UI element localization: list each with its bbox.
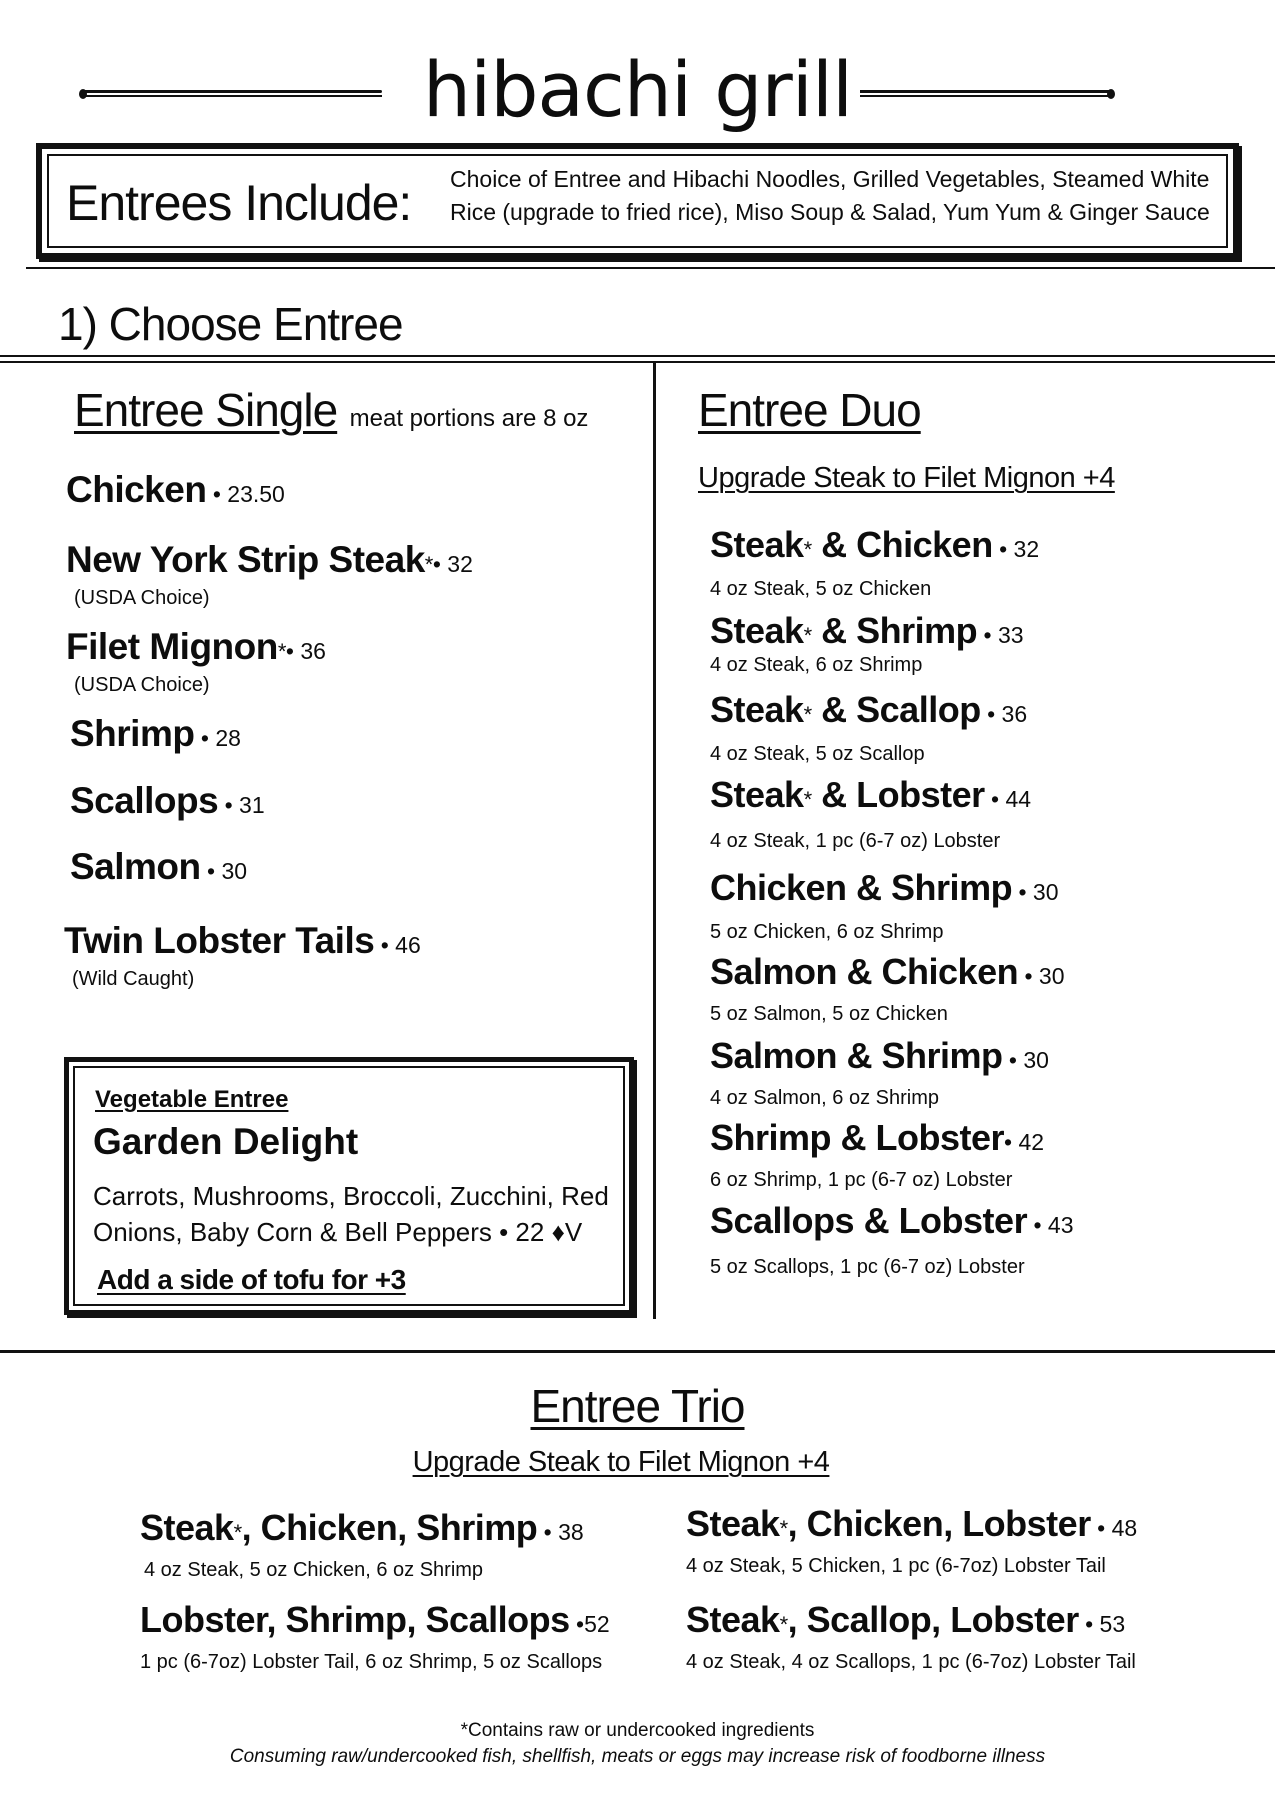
- item-name: Shrimp: [70, 713, 195, 754]
- item-title: [710, 773, 1031, 822]
- vegetable-entree-label: Vegetable Entree: [95, 1086, 289, 1113]
- item-name: Steak: [140, 1507, 234, 1548]
- item-title: [66, 538, 473, 587]
- item-detail: 1 pc (6-7oz) Lobster Tail, 6 oz Shrimp, 5 oz Scallops: [140, 1651, 603, 1673]
- item-name: , Chicken, Lobster: [787, 1503, 1091, 1544]
- item-title: [686, 1598, 1136, 1647]
- item-name: Steak: [686, 1599, 780, 1640]
- entree-duo-item: [710, 866, 1059, 945]
- item-price: 48: [1111, 1515, 1138, 1541]
- item-title: [70, 779, 265, 828]
- entree-single-item: [70, 779, 265, 828]
- price-separator: •: [980, 701, 1002, 727]
- item-price: 46: [395, 932, 421, 958]
- entree-trio-upgrade-block: [0, 1444, 1242, 1480]
- entree-single-item: [70, 712, 241, 761]
- item-price: 36: [1001, 701, 1028, 727]
- item-name: & Chicken: [811, 524, 993, 565]
- item-price: 52: [584, 1611, 610, 1637]
- item-name: Filet Mignon: [66, 626, 278, 667]
- entree-duo-item: [710, 773, 1031, 854]
- asterisk-mark: *: [803, 787, 812, 812]
- entree-single-note: meat portions are 8 oz: [349, 405, 589, 432]
- item-detail: 5 oz Scallops, 1 pc (6-7 oz) Lobster: [710, 1256, 1025, 1278]
- item-name: Salmon: [70, 846, 201, 887]
- item-detail: 4 oz Steak, 6 oz Shrimp: [710, 654, 923, 676]
- item-title: [686, 1502, 1137, 1551]
- foodborne-illness-warning: Consuming raw/undercooked fish, shellfish, meats or eggs may increase risk of foodborne illness: [229, 1746, 1046, 1767]
- price-separator: •: [1027, 1212, 1048, 1238]
- price-separator: •: [537, 1519, 559, 1545]
- item-price: 23.50: [227, 481, 285, 507]
- item-title: [710, 688, 1027, 737]
- divider: [0, 1350, 1275, 1353]
- vegetable-entree-description: Carrots, Mushrooms, Broccoli, Zucchini, Red Onions, Baby Corn & Bell Peppers • 22 ♦V: [93, 1181, 609, 1247]
- item-title: [710, 866, 1059, 915]
- entrees-include-box: [36, 143, 1239, 259]
- price-separator: •: [569, 1611, 585, 1637]
- entree-duo-item: [710, 523, 1039, 602]
- vegetable-entree-box: [64, 1057, 634, 1315]
- item-detail: (Wild Caught): [72, 968, 195, 990]
- divider: [0, 355, 1275, 357]
- asterisk-mark: *: [233, 1520, 242, 1545]
- entree-duo-item: [710, 1199, 1074, 1280]
- price-separator: •: [1002, 1047, 1024, 1073]
- entree-duo-item: [710, 1116, 1044, 1193]
- step-heading: 1) Choose Entree: [58, 298, 403, 350]
- price-separator: •: [200, 858, 222, 884]
- item-name: Twin Lobster Tails: [64, 920, 375, 961]
- entree-single-item: [66, 468, 285, 517]
- item-name: & Lobster: [854, 1200, 1028, 1241]
- item-detail: (USDA Choice): [74, 674, 210, 696]
- price-separator: •: [1018, 963, 1039, 989]
- item-name: Steak: [710, 774, 804, 815]
- entree-single-title: Entree Single: [74, 384, 338, 436]
- item-price: 44: [1005, 786, 1032, 812]
- item-detail: 4 oz Steak, 5 oz Chicken: [710, 578, 932, 600]
- price-separator: •: [1004, 1129, 1019, 1155]
- asterisk-mark: *: [424, 552, 433, 577]
- item-name: Steak: [686, 1503, 780, 1544]
- item-detail: 4 oz Salmon, 6 oz Shrimp: [710, 1087, 939, 1109]
- item-price: 30: [221, 858, 248, 884]
- entree-trio-upgrade-note: Upgrade Steak to Filet Mignon +4: [412, 1446, 830, 1478]
- item-price: 36: [300, 638, 326, 664]
- item-title: [64, 919, 421, 968]
- price-separator: •: [1090, 1515, 1112, 1541]
- entree-single-item: [70, 845, 247, 894]
- item-name: & Scallop: [811, 689, 981, 730]
- price-separator: •: [218, 792, 240, 818]
- asterisk-mark: *: [803, 537, 812, 562]
- item-price: 38: [558, 1519, 584, 1545]
- item-title: [710, 1199, 1074, 1248]
- price-separator: •: [374, 932, 396, 958]
- item-price: 32: [447, 551, 473, 577]
- item-title: [70, 712, 241, 761]
- item-name: , Scallop, Lobster: [787, 1599, 1079, 1640]
- item-detail: 4 oz Steak, 1 pc (6-7 oz) Lobster: [710, 830, 1001, 852]
- item-price: 32: [1013, 536, 1040, 562]
- item-price: 30: [1023, 1047, 1049, 1073]
- tofu-addon: Add a side of tofu for +3: [97, 1264, 406, 1295]
- item-title: [710, 1034, 1049, 1083]
- entree-single-item: [66, 538, 473, 611]
- menu-title: hibachi grill: [415, 40, 860, 140]
- entree-duo-item: [710, 609, 1024, 678]
- item-name: & Shrimp: [837, 1035, 1003, 1076]
- item-detail: 5 oz Chicken, 6 oz Shrimp: [710, 921, 944, 943]
- entree-trio-item: [140, 1506, 584, 1583]
- entree-single-item: [64, 919, 421, 992]
- item-name: & Lobster: [831, 1117, 1005, 1158]
- item-name: Salmon: [710, 1035, 838, 1076]
- item-title: [710, 950, 1065, 999]
- price-separator: •: [984, 786, 1006, 812]
- entree-duo-title: Entree Duo: [698, 384, 921, 436]
- item-price: 33: [998, 622, 1024, 648]
- column-divider: [653, 363, 656, 1319]
- item-name: Shrimp: [710, 1117, 832, 1158]
- item-price: 30: [1038, 963, 1065, 989]
- item-name: Scallops: [710, 1200, 855, 1241]
- item-name: Chicken: [710, 867, 847, 908]
- item-title: [70, 845, 247, 894]
- item-name: New York Strip Steak: [66, 539, 425, 580]
- entree-trio-item: [140, 1598, 610, 1675]
- item-name: Salmon: [710, 951, 838, 992]
- item-title: [140, 1506, 584, 1555]
- item-name: , Chicken, Shrimp: [241, 1507, 538, 1548]
- entree-trio-title: Entree Trio: [530, 1380, 745, 1432]
- item-title: [66, 468, 285, 517]
- menu-title-block: [0, 40, 1275, 140]
- item-detail: 5 oz Salmon, 5 oz Chicken: [710, 1003, 948, 1025]
- entree-trio-heading: [0, 1378, 1275, 1434]
- item-detail: (USDA Choice): [74, 587, 210, 609]
- item-detail: 4 oz Steak, 4 oz Scallops, 1 pc (6-7oz) Lobster Tail: [686, 1651, 1136, 1673]
- item-name: Chicken: [66, 469, 207, 510]
- item-price: 31: [239, 792, 265, 818]
- vegetable-entree-name: Garden Delight: [93, 1121, 359, 1162]
- asterisk-mark: *: [779, 1612, 788, 1637]
- item-name: & Chicken: [837, 951, 1019, 992]
- item-name: Scallops: [70, 780, 219, 821]
- item-name: & Shrimp: [811, 610, 978, 651]
- entree-trio-item: [686, 1502, 1137, 1579]
- item-detail: 6 oz Shrimp, 1 pc (6-7 oz) Lobster: [710, 1169, 1013, 1191]
- item-name: Steak: [710, 610, 804, 651]
- item-name: & Shrimp: [846, 867, 1013, 908]
- item-detail: 4 oz Steak, 5 oz Scallop: [710, 743, 925, 765]
- item-title: [140, 1598, 610, 1647]
- item-title: [710, 609, 1024, 658]
- entree-single-item: [66, 625, 326, 698]
- price-separator: •: [194, 725, 216, 751]
- item-price: 28: [215, 725, 241, 751]
- item-price: 30: [1032, 879, 1059, 905]
- item-title: [710, 523, 1039, 572]
- price-separator: •: [285, 638, 301, 664]
- price-separator: •: [1078, 1611, 1100, 1637]
- entree-trio-item: [686, 1598, 1136, 1675]
- asterisk-mark: *: [803, 623, 812, 648]
- item-detail: 4 oz Steak, 5 oz Chicken, 6 oz Shrimp: [144, 1559, 484, 1581]
- entree-duo-item: [710, 1034, 1049, 1111]
- price-separator: •: [992, 536, 1014, 562]
- item-name: Steak: [710, 524, 804, 565]
- price-separator: •: [1012, 879, 1033, 905]
- asterisk-mark: *: [277, 639, 286, 664]
- item-name: Lobster, Shrimp, Scallops: [140, 1599, 570, 1640]
- price-separator: •: [206, 481, 228, 507]
- item-title: [710, 1116, 1044, 1165]
- asterisk-mark: *: [779, 1516, 788, 1541]
- entree-duo-upgrade-note: Upgrade Steak to Filet Mignon +4: [698, 462, 1115, 494]
- item-detail: 4 oz Steak, 5 Chicken, 1 pc (6-7oz) Lobster Tail: [686, 1555, 1106, 1577]
- entree-single-heading: [74, 382, 588, 438]
- divider: [0, 361, 1275, 363]
- item-price: 53: [1099, 1611, 1126, 1637]
- entrees-include-description: Choice of Entree and Hibachi Noodles, Grilled Vegetables, Steamed White Rice (upgrade to fried rice), Miso Soup & Salad, Yum Yum & Ginger Sauce: [450, 166, 1210, 225]
- price-separator: •: [977, 622, 998, 648]
- asterisk-mark: *: [803, 702, 812, 727]
- item-price: 42: [1018, 1129, 1045, 1155]
- entrees-include-label: Entrees Include:: [66, 175, 412, 231]
- item-name: Steak: [710, 689, 804, 730]
- raw-ingredients-notice: *Contains raw or undercooked ingredients: [460, 1720, 815, 1741]
- item-name: & Lobster: [811, 774, 985, 815]
- item-price: 43: [1047, 1212, 1074, 1238]
- entree-duo-item: [710, 950, 1065, 1027]
- divider: [26, 267, 1275, 269]
- entree-duo-item: [710, 688, 1027, 767]
- item-title: [66, 625, 326, 674]
- price-separator: •: [432, 551, 448, 577]
